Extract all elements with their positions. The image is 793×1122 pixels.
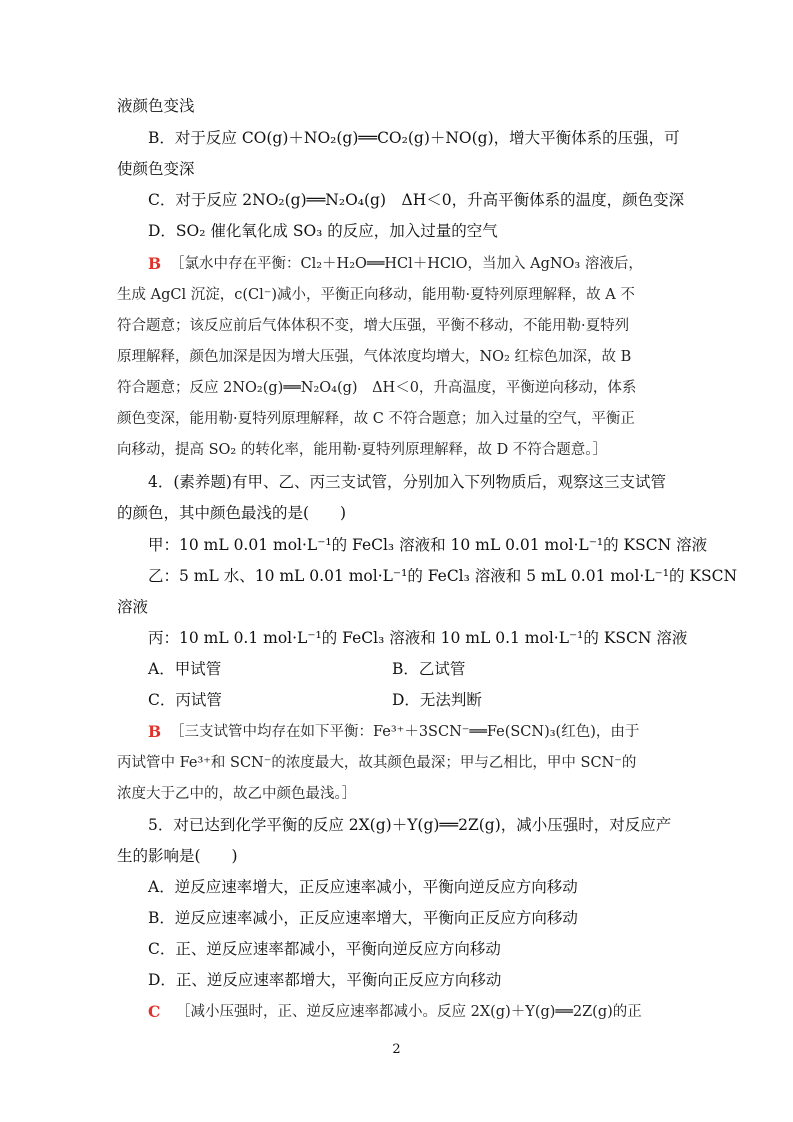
explanation-line: 丙试管中 Fe³⁺和 SCN⁻的浓度最大，故其颜色最深；甲与乙相比，甲中 SCN⁻的: [117, 755, 637, 771]
option-line: A．逆反应速率增大，正反应速率减小，平衡向逆反应方向移动: [148, 878, 578, 896]
question-line: 的颜色，其中颜色最浅的是( ): [117, 504, 347, 522]
explanation-line: ［氯水中存在平衡：Cl₂＋H₂O══HCl＋HClO，当加入 AgNO₃ 溶液后，: [170, 256, 643, 272]
answer-mark: C: [148, 1002, 161, 1021]
answer-mark: B: [148, 722, 162, 741]
explanation-line: 向移动，提高 SO₂ 的转化率，能用勒·夏特列原理解释，故 D 不符合题意。］: [117, 442, 608, 458]
option-b: B．乙试管: [392, 660, 466, 678]
option-c: C．丙试管: [148, 691, 222, 709]
answer-mark: B: [148, 254, 162, 273]
explanation-line: ［三支试管中均存在如下平衡：Fe³⁺＋3SCN⁻══Fe(SCN)₃(红色)，由于: [170, 724, 640, 740]
option-line: C．正、逆反应速率都减小，平衡向逆反应方向移动: [148, 940, 501, 958]
page-number: 2: [392, 1042, 401, 1057]
question-line: 溶液: [117, 598, 149, 616]
option-line: D．正、逆反应速率都增大，平衡向正反应方向移动: [148, 971, 502, 989]
text-line: 液颜色变浅: [117, 97, 195, 115]
question-line: 丙：10 mL 0.1 mol·L⁻¹的 FeCl₃ 溶液和 10 mL 0.1 mol·L⁻¹的 KSCN 溶液: [148, 629, 688, 647]
option-a: A．甲试管: [148, 660, 222, 678]
explanation-line: 浓度大于乙中的，故乙中颜色最浅。］: [117, 786, 357, 802]
question-line: 4．(素养题)有甲、乙、丙三支试管，分别加入下列物质后，观察这三支试管: [148, 473, 666, 491]
explanation-line: 原理解释，颜色加深是因为增大压强，气体浓度均增大，NO₂ 红棕色加深，故 B: [117, 349, 632, 365]
option-line: B．逆反应速率减小，正反应速率增大，平衡向正反应方向移动: [148, 909, 578, 927]
option-line: C．对于反应 2NO₂(g)══N₂O₄(g) ΔH＜0，升高平衡体系的温度，颜色变深: [148, 191, 685, 209]
option-line: B．对于反应 CO(g)＋NO₂(g)══CO₂(g)＋NO(g)，增大平衡体系的压强，可: [148, 129, 680, 147]
explanation-line: 符合题意；该反应前后气体体积不变，增大压强，平衡不移动，不能用勒·夏特列: [117, 318, 630, 334]
option-d: D．无法判断: [392, 691, 482, 709]
text-line: 使颜色变深: [117, 160, 195, 178]
question-line: 5．对已达到化学平衡的反应 2X(g)＋Y(g)══2Z(g)，减小压强时，对反应产: [148, 816, 672, 834]
explanation-line: ［减小压强时，正、逆反应速率都减小。反应 2X(g)＋Y(g)══2Z(g)的正: [176, 1004, 642, 1020]
question-line: 甲：10 mL 0.01 mol·L⁻¹的 FeCl₃ 溶液和 10 mL 0.01 mol·L⁻¹的 KSCN 溶液: [148, 536, 708, 554]
explanation-line: 生成 AgCl 沉淀，c(Cl⁻)减小，平衡正向移动，能用勒·夏特列原理解释，故 A 不: [117, 287, 635, 303]
question-line: 生的影响是( ): [117, 847, 238, 865]
explanation-line: 颜色变深，能用勒·夏特列原理解释，故 C 不符合题意；加入过量的空气，平衡正: [117, 411, 635, 427]
explanation-line: 符合题意；反应 2NO₂(g)══N₂O₄(g) ΔH＜0，升高温度，平衡逆向移动，体系: [117, 380, 637, 396]
question-line: 乙：5 mL 水、10 mL 0.01 mol·L⁻¹的 FeCl₃ 溶液和 5 mL 0.01 mol·L⁻¹的 KSCN: [148, 567, 738, 585]
option-line: D．SO₂ 催化氧化成 SO₃ 的反应，加入过量的空气: [148, 222, 498, 240]
